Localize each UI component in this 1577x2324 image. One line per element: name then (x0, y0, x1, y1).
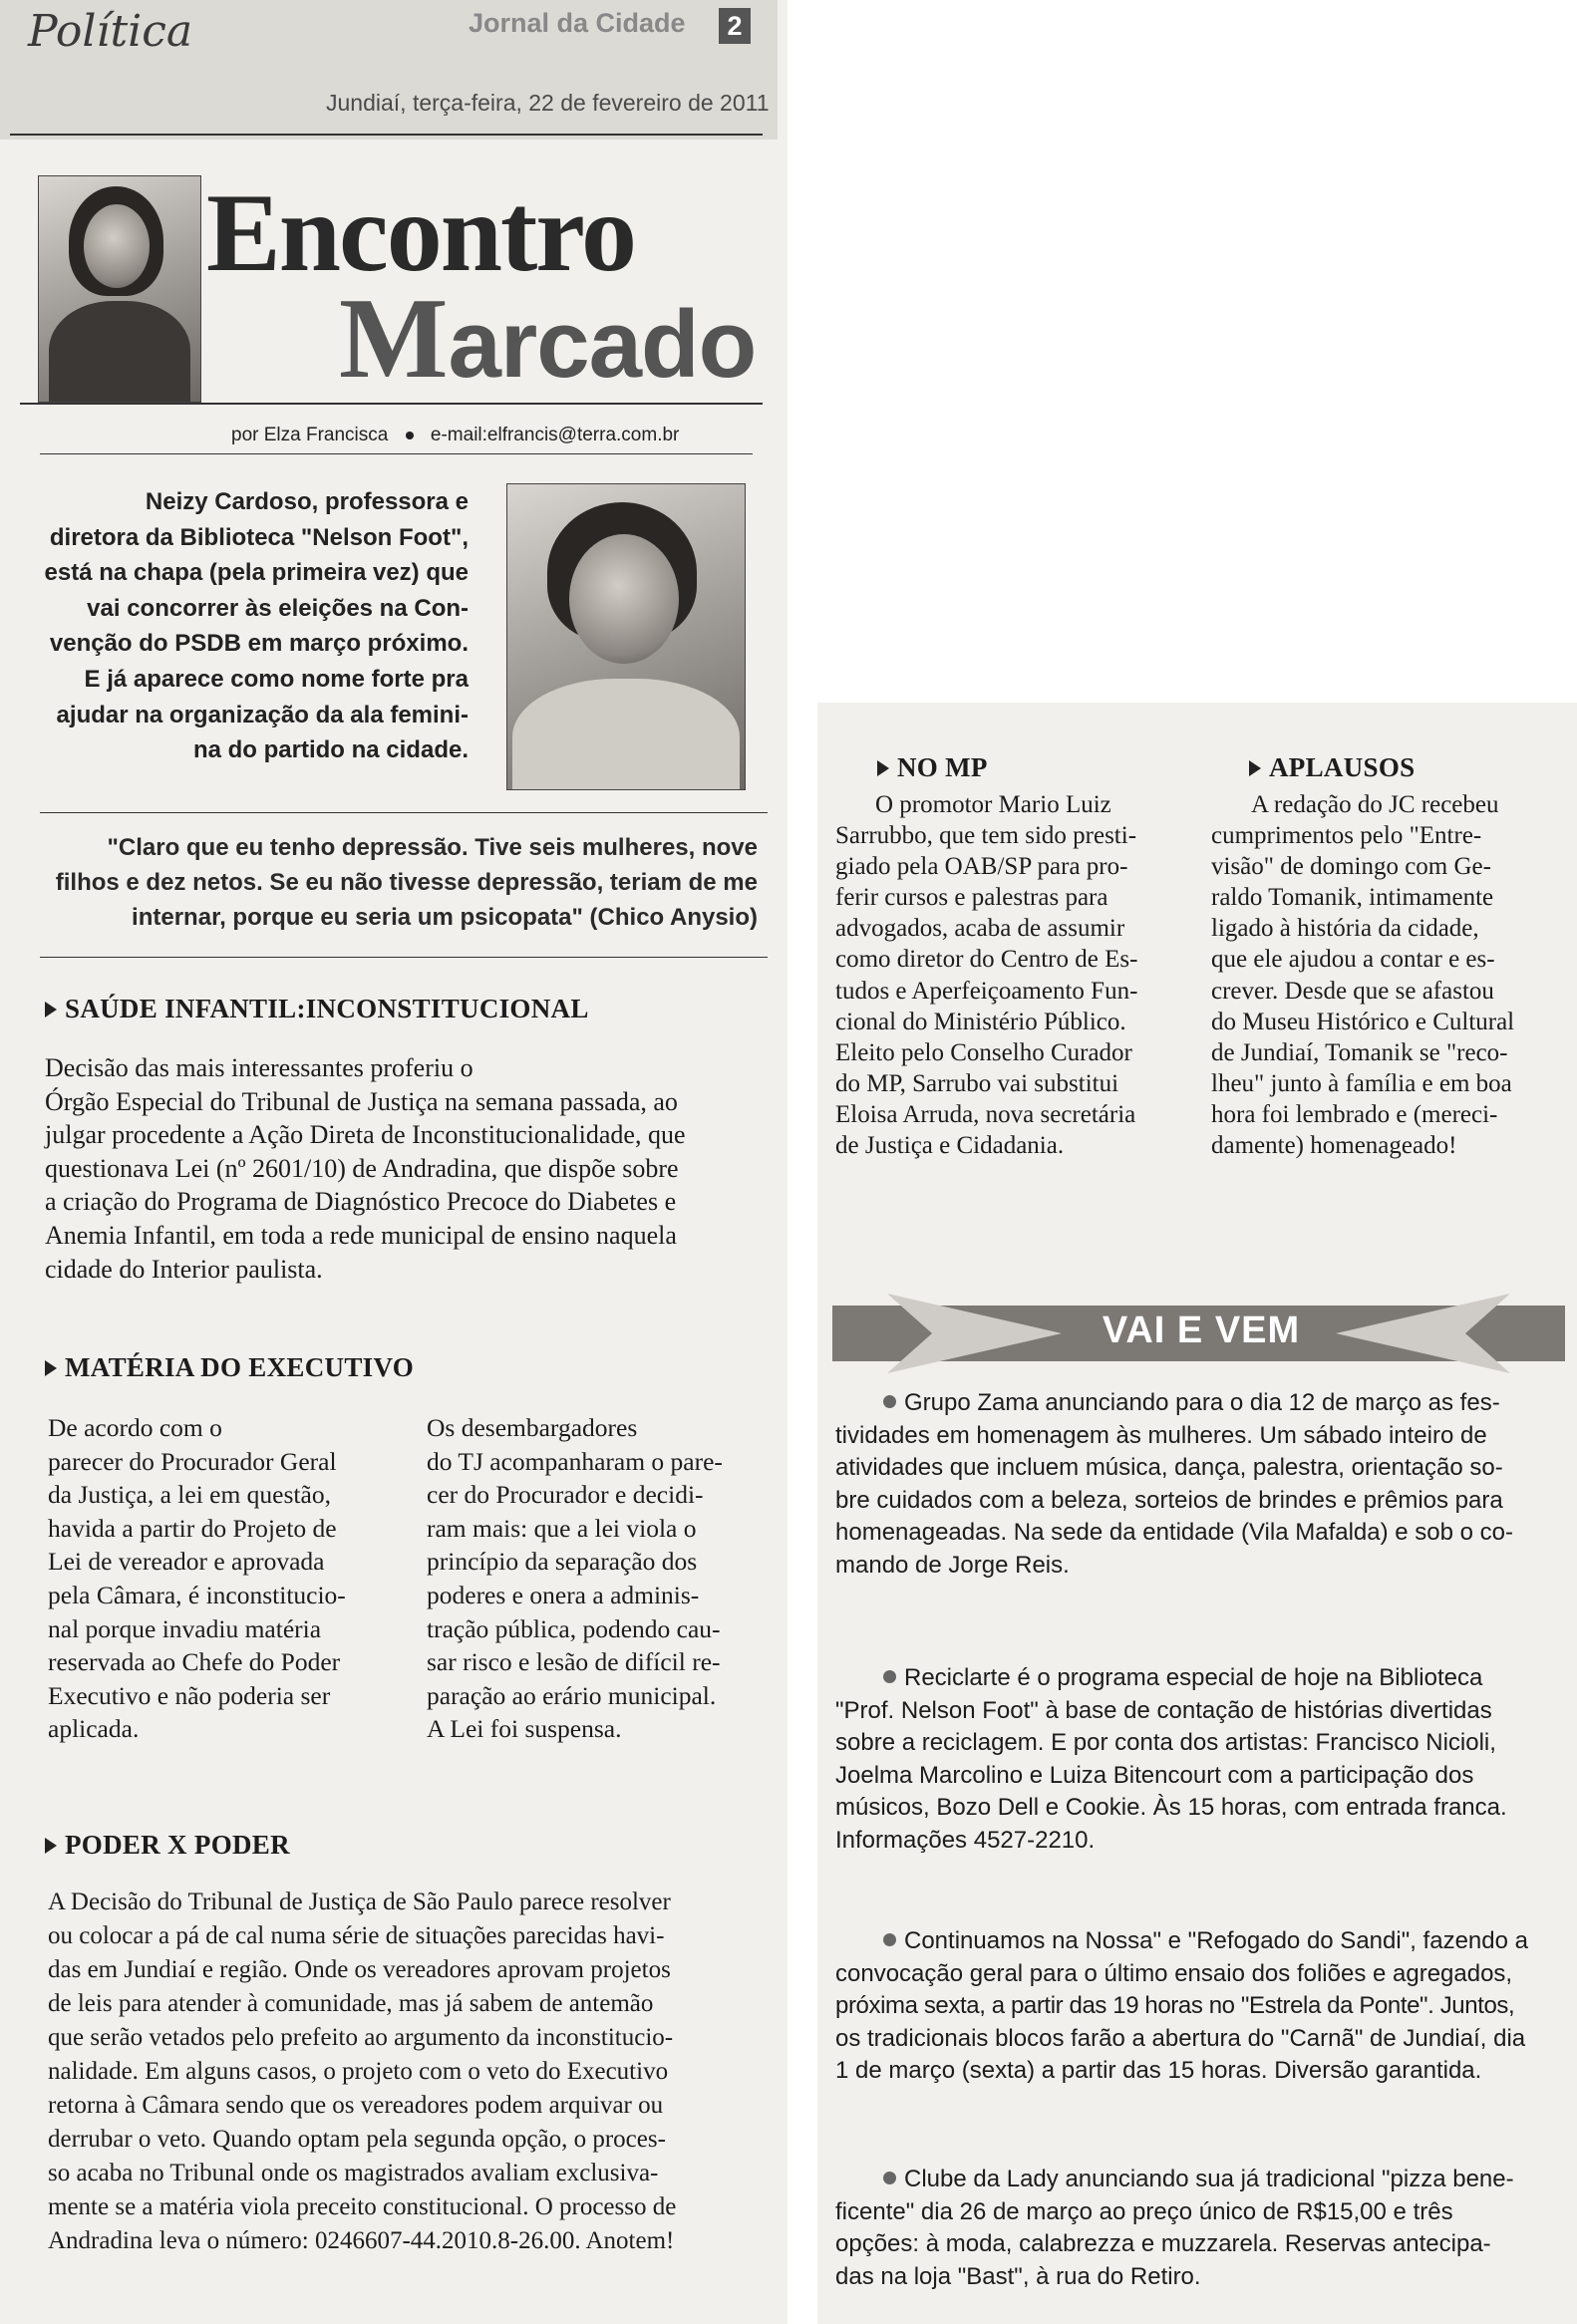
text-line: do TJ acompanharam o pare- (427, 1446, 723, 1476)
text-line: da Justiça, a lei em questão, (48, 1480, 331, 1510)
text-line: princípio da separação dos (427, 1547, 698, 1577)
bullet-dot-icon (883, 1670, 896, 1683)
text-line: Sarrubbo, que tem sido presti- (835, 822, 1137, 850)
text-line: advogados, acaba de assumir (835, 915, 1125, 943)
text-line: cional do Ministério Público. (835, 1008, 1126, 1035)
section-script-title: Política (28, 6, 193, 57)
text-line: cer do Procurador e decidi- (427, 1480, 704, 1510)
triangle-bullet-icon (1249, 760, 1261, 776)
quote-block (40, 830, 758, 935)
text-line: so acaba no Tribunal onde os magistrados avaliam exclusiva- (48, 2160, 659, 2186)
text-line: Decisão das mais interessantes proferiu o (45, 1053, 473, 1082)
column-title-initial: M (339, 275, 449, 403)
byline-author: por Elza Francisca (231, 425, 389, 445)
text-line: sobre a reciclagem. E por conta dos artistas: Francisco Nicioli, (835, 1729, 1496, 1757)
text-line: ligado à história da cidade, (1211, 915, 1479, 943)
text-line: O promotor Mario Luiz (875, 791, 1111, 818)
text-line: A Lei foi suspensa. (427, 1714, 622, 1744)
text-line: questionava Lei (nº 2601/10) de Andradina, que dispõe sobre (45, 1153, 679, 1183)
heading-aplausos (1249, 752, 1415, 783)
text-line: cidade do Interior paulista. (45, 1254, 323, 1284)
quote-line: filhos e dez netos. Se eu não tivesse depressão, teriam de me (55, 869, 758, 896)
quote-line: internar, porque eu seria um psicopata" (Chico Anysio) (132, 904, 758, 931)
text-line: mente se a matéria viola preceito constitucional. O processo de (48, 2193, 677, 2220)
text-line: convocação geral para o último ensaio dos foliões e agregados, (835, 1959, 1513, 1987)
text-line: opções: à moda, calabrezza e muzzarela. Reservas antecipa- (835, 2230, 1491, 2258)
title-rule (20, 403, 763, 405)
text-line: "Prof. Nelson Foot" à base de contação de histórias divertidas (835, 1696, 1492, 1724)
text-line: derrubar o veto. Quando optam pela segunda opção, o proces- (48, 2126, 666, 2153)
nomp-body (835, 789, 1194, 1161)
materia-right-column (427, 1411, 781, 1746)
triangle-bullet-icon (45, 1838, 57, 1854)
text-line: Clube da Lady anunciando sua já tradicional "pizza bene- (904, 2166, 1514, 2192)
text-line: das em Jundiaí e região. Onde os vereadores aprovam projetos (48, 1956, 671, 1983)
text-line: bre cuidados com a beleza, sorteios de brindes e prêmios para (835, 1486, 1503, 1514)
column-title-line2 (339, 275, 757, 403)
poder-body (48, 1886, 781, 2258)
text-line: que serão vetados pelo prefeito ao argumento da inconstitucio- (48, 2024, 674, 2051)
bullet-dot-icon (883, 2172, 896, 2184)
text-line: a criação do Programa de Diagnóstico Precoce do Diabetes e (45, 1187, 677, 1217)
intro-line: diretora da Biblioteca "Nelson Foot", (49, 523, 469, 551)
text-line: ferir cursos e palestras para (835, 884, 1108, 912)
vai-e-vem-item (835, 1925, 1563, 2088)
text-line: Grupo Zama anunciando para o dia 12 de março as fes- (904, 1389, 1500, 1416)
text-line: de Jundiaí, Tomanik se "reco- (1211, 1038, 1508, 1066)
text-line: retorna à Câmara sendo que os vereadores podem arquivar ou (48, 2092, 664, 2119)
column-title-rest: arcado (448, 291, 757, 398)
text-line: parecer do Procurador Geral (48, 1446, 337, 1476)
newspaper-name: Jornal da Cidade (469, 8, 686, 38)
text-line: Joelma Marcolino e Luiza Bitencourt com a participação dos (835, 1761, 1474, 1789)
text-line: visão" de domingo com Ge- (1211, 853, 1491, 881)
heading-text: APLAUSOS (1269, 752, 1416, 782)
text-line: raldo Tomanik, intimamente (1211, 884, 1494, 912)
text-line: A redação do JC recebeu (1251, 791, 1499, 818)
text-line: homenageadas. Na sede da entidade (Vila Mafalda) e sob o co- (835, 1519, 1514, 1547)
header-rule (10, 134, 763, 136)
text-line: tração pública, podendo cau- (427, 1613, 721, 1643)
saude-body (45, 1051, 773, 1286)
text-line: próxima sexta, a partir das 19 horas no "Estrela da Ponte". Juntos, (835, 1992, 1515, 2020)
quote-line: "Claro que eu tenho depressão. Tive seis mulheres, nove (107, 834, 758, 861)
intro-line: ajudar na organização da ala femini- (56, 701, 469, 728)
vai-e-vem-item (835, 2164, 1563, 2293)
text-line: 1 de março (sexta) a partir das 15 horas. Diversão garantida. (835, 2057, 1482, 2085)
materia-left-column (48, 1411, 407, 1746)
text-line: do MP, Sarrubo vai substitui (835, 1069, 1119, 1097)
text-line: músicos, Bozo Dell e Cookie. Às 15 horas, com entrada franca. (835, 1794, 1507, 1822)
intro-line: venção do PSDB em março próximo. (49, 630, 469, 658)
triangle-bullet-icon (45, 1360, 57, 1376)
text-line: atividades que incluem música, dança, palestra, orientação so- (835, 1454, 1503, 1482)
text-line: que ele ajudou a contar e es- (1211, 946, 1495, 974)
intro-line: na do partido na cidade. (192, 736, 469, 764)
byline-rule (40, 453, 753, 454)
text-line: cumprimentos pelo "Entre- (1211, 822, 1482, 850)
triangle-bullet-icon (877, 760, 889, 776)
heading-text: SAÚDE INFANTIL:INCONSTITUCIONAL (65, 994, 589, 1023)
vai-e-vem-item (835, 1387, 1563, 1583)
text-line: pela Câmara, é inconstitucio- (48, 1580, 346, 1609)
text-line: das na loja "Bast", à rua do Retiro. (835, 2262, 1201, 2290)
text-line: de leis para atender à comunidade, mas já sabem de antemão (48, 1990, 654, 2017)
text-line: lheu" junto à família e em boa (1211, 1069, 1512, 1097)
text-line: A Decisão do Tribunal de Justiça de São Paulo parece resolver (48, 1888, 671, 1915)
text-line: Eleito pelo Conselho Curador (835, 1038, 1132, 1066)
heading-saude-infantil (45, 994, 589, 1024)
triangle-bullet-icon (45, 1002, 57, 1017)
text-line: poderes e onera a adminis- (427, 1580, 700, 1609)
text-line: os tradicionais blocos farão a abertura do "Carnã" de Jundiaí, dia (835, 2024, 1526, 2052)
text-line: tividades em homenagem às mulheres. Um sábado inteiro de (835, 1421, 1487, 1449)
intro-text (40, 484, 469, 768)
text-line: paração ao erário municipal. (427, 1680, 717, 1710)
intro-rule (40, 812, 768, 813)
columnist-photo (38, 175, 201, 403)
text-line: aplicada. (48, 1714, 140, 1744)
byline-dot (406, 432, 414, 439)
aplausos-body (1211, 789, 1570, 1161)
text-line: De acordo com o (48, 1413, 222, 1442)
quote-rule (40, 957, 768, 958)
text-line: sar risco e lesão de difícil re- (427, 1647, 721, 1677)
intro-line: está na chapa (pela primeira vez) que (44, 559, 469, 587)
text-line: tudos e Aperfeiçoamento Fun- (835, 977, 1138, 1005)
text-line: Eloisa Arruda, nova secretária (835, 1100, 1136, 1128)
text-line: ou colocar a pá de cal numa série de situações parecidas havi- (48, 1922, 665, 1949)
text-line: como diretor do Centro de Es- (835, 946, 1138, 974)
text-line: havida a partir do Projeto de (48, 1513, 337, 1543)
dateline: Jundiaí, terça-feira, 22 de fevereiro de 2011 (326, 90, 770, 116)
text-line: reservada ao Chefe do Poder (48, 1647, 341, 1677)
vai-e-vem-item (835, 1662, 1563, 1858)
column-title-line1: Encontro (206, 171, 635, 295)
text-line: nal porque invadiu matéria (48, 1613, 322, 1643)
byline-email: e-mail:elfrancis@terra.com.br (430, 425, 680, 445)
intro-line: E já aparece como nome forte pra (84, 665, 469, 693)
text-line: de Justiça e Cidadania. (835, 1132, 1065, 1160)
vai-e-vem-title: VAI E VEM (1102, 1309, 1301, 1351)
text-line: Informações 4527-2210. (835, 1826, 1096, 1854)
heading-no-mp (877, 752, 988, 783)
text-line: mando de Jorge Reis. (835, 1551, 1070, 1579)
text-line: Anemia Infantil, em toda a rede municipal de ensino naquela (45, 1220, 677, 1250)
heading-text: MATÉRIA DO EXECUTIVO (65, 1352, 414, 1382)
text-line: do Museu Histórico e Cultural (1211, 1008, 1515, 1035)
text-line: Continuamos na Nossa" e "Refogado do Sandi", fazendo a (904, 1927, 1528, 1954)
neizy-cardoso-photo (506, 483, 746, 790)
heading-text: NO MP (897, 752, 988, 782)
text-line: nalidade. Em alguns casos, o projeto com o veto do Executivo (48, 2058, 669, 2085)
page-number-badge: 2 (719, 8, 751, 44)
heading-materia-executivo (45, 1352, 414, 1383)
text-line: Os desembargadores (427, 1413, 638, 1442)
text-line: ficente" dia 26 de março ao preço único de R$15,00 e três (835, 2197, 1453, 2225)
heading-text: PODER X PODER (65, 1830, 290, 1860)
text-line: Lei de vereador e aprovada (48, 1547, 325, 1577)
text-line: Executivo e não poderia ser (48, 1680, 331, 1710)
text-line: damente) homenageado! (1211, 1132, 1457, 1160)
text-line: hora foi lembrado e (mereci- (1211, 1100, 1498, 1128)
text-line: crever. Desde que se afastou (1211, 977, 1494, 1005)
heading-poder-x-poder (45, 1830, 290, 1861)
intro-line: vai concorrer às eleições na Con- (87, 594, 469, 622)
bullet-dot-icon (883, 1395, 896, 1408)
text-line: Órgão Especial do Tribunal de Justiça na semana passada, ao (45, 1086, 678, 1116)
text-line: Reciclarte é o programa especial de hoje na Biblioteca (904, 1664, 1483, 1691)
text-line: ram mais: que a lei viola o (427, 1513, 697, 1543)
intro-line: Neizy Cardoso, professora e (145, 488, 469, 515)
text-line: giado pela OAB/SP para pro- (835, 853, 1128, 881)
text-line: julgar procedente a Ação Direta de Inconstitucionalidade, que (45, 1120, 686, 1150)
bullet-dot-icon (883, 1933, 896, 1946)
text-line: Andradina leva o número: 0246607-44.2010.8-26.00. Anotem! (48, 2227, 675, 2254)
byline (231, 425, 679, 446)
